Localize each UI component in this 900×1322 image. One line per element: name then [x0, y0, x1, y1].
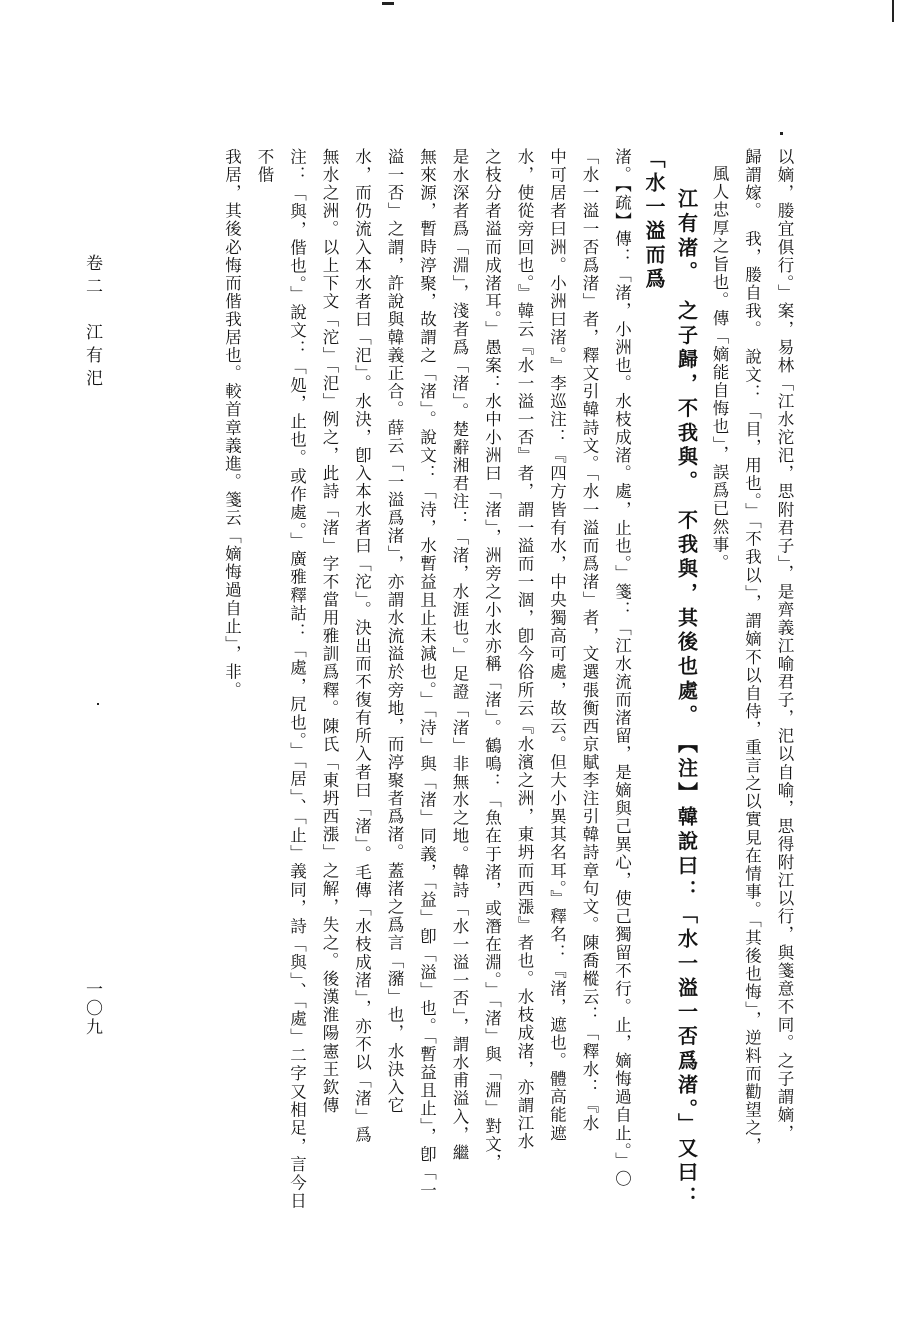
text-column-3: 風人忠厚之旨也。傳「嫡能自悔也」，誤爲已然事。 — [710, 164, 729, 572]
text-column-15: 注：「與，偕也。」說文：「処，止也。或作處。」廣雅釋詁：「處，凥也。」「居」、「止」義同，詩「與」、「處」二字又相足，言今日不偕 — [255, 148, 307, 1210]
text-column-16: 我居，其後必悔而偕我居也。較首章義進。箋云「嫡悔過自止」，非。 — [222, 148, 242, 700]
running-head: 卷二 江有汜 — [82, 254, 102, 392]
text-column-7: 中可居者曰洲。小洲曰渚。』李巡注：『四方皆有水，中央獨高可處，故云。但大小異其名耳。』釋名：『渚，遮也。體高能遮 — [547, 148, 567, 1143]
text-column-13: 水，而仍流入本水者曰「汜」。水決，卽入本水者曰「沱」。決出而不復有所入者曰「渚」。毛傳「水枝成渚」，亦不以「渚」爲 — [352, 148, 372, 1144]
scan-edge-mark — [892, 0, 894, 22]
text-column-6: 「水一溢一否爲渚」者，釋文引韓詩文。「水一溢而爲渚」者，文選張衡西京賦李注引韓詩章句文。陳喬樅云：「釋水：『水 — [580, 148, 599, 1133]
scan-speck — [97, 703, 99, 705]
text-column-9: 之枝分者溢而成渚耳。」愚案：水中小洲曰「渚」，洲旁之小水亦稱「渚」。鶴鳴：「魚在于渚，或潛在淵。」「渚」與「淵」對文， — [482, 148, 502, 1172]
text-column-12: 溢一否」之謂，許說與韓義正合。薛云「一溢爲渚」，亦謂水流溢於旁地，而渟聚者爲渚。蓋渚之爲言「瀦」也，水決入它 — [385, 148, 404, 1115]
text-column-11: 無來源，暫時渟聚，故謂之「渚」。說文：「洔，水暫益且止未減也。」「洔」與「渚」同義，「益」卽「溢」也。「暫益且止」，卽「一 — [417, 148, 437, 1200]
text-column-10: 是水深者爲「淵」，淺者爲「渚」。楚辭湘君注：「渚，水涯也。」足證「渚」非無水之地。韓詩「水一溢一否」，謂水甫溢入，繼 — [450, 148, 469, 1162]
page-body — [112, 148, 800, 1210]
text-column-8: 水，使從旁回也。』韓云『水一溢一否』者，謂一溢而一涸，卽今俗所云『水濱之洲，東坍而西漲』者也。水枝成渚，亦謂江水 — [515, 148, 534, 1151]
text-column-14: 無水之洲。以上下文「沱」「汜」例之，此詩「渚」字不當用雅訓爲釋。陳氏「東坍西漲」之解，失之。後漢淮陽憲王欽傳 — [320, 148, 339, 1115]
text-column-2: 歸謂嫁。 我，媵自我。 說文：「目，用也。」「不我以」，謂嫡不以自侍，重言之以實見在情事。「其後也悔」，逆料而勸望之， — [742, 148, 762, 1156]
scan-speck — [382, 2, 394, 5]
stanza-heading: 江有渚。 之子歸，不我與。 不我與，其後也處。 【注】韓說曰：「水一溢一否爲渚。」又曰：「水一溢而爲 — [642, 148, 699, 1210]
page-number: 一〇九 — [82, 980, 102, 1037]
scan-speck — [780, 132, 783, 135]
text-column-1: 以嫡，媵宜俱行。」案，易林「江水沱汜，思附君子」，是齊義江喻君子，汜以自喻，思得附江以行，與箋意不同。之子謂嫡， — [775, 148, 794, 1143]
text-column-5: 渚。【疏】傳：「渚，小洲也。水枝成渚。處，止也。」箋：「江水流而渚留，是嫡與己異心，使己獨留不行。止，嫡悔過自止。」〇 — [612, 148, 632, 1189]
